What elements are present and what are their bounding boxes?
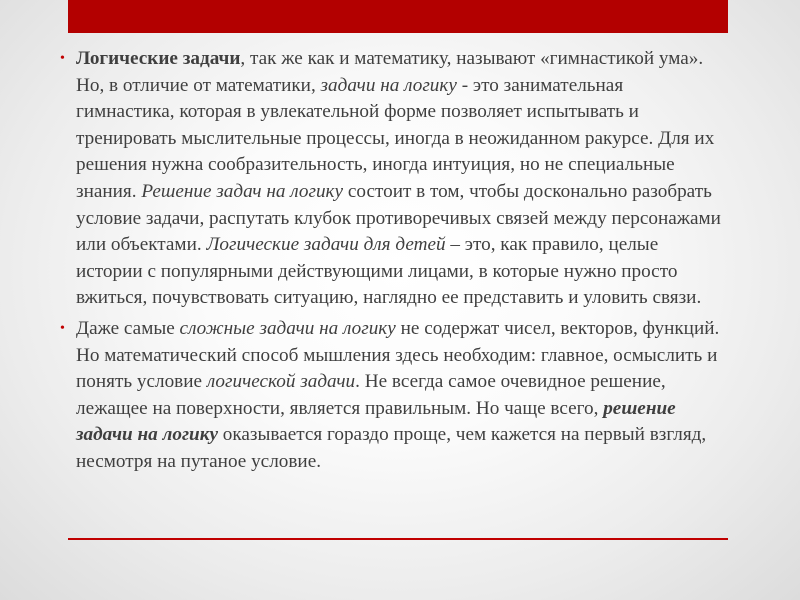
bottom-divider: [68, 538, 728, 540]
paragraph-text: [76, 316, 723, 476]
text-segment: Логические задачи для детей: [206, 234, 446, 256]
bullet-icon: •: [60, 51, 65, 66]
text-segment: оказывается гораздо проще, чем кажется на первый взгляд, несмотря на путаное условие.: [76, 424, 707, 472]
text-segment: . Не всегда самое очевидное решение, лежащее на поверхности, является правильным. Но чаще всего,: [76, 371, 666, 419]
bullet-icon: •: [60, 320, 65, 336]
text-segment: сложные задачи на логику: [179, 317, 396, 339]
text-segment: - это занимательная гимнастика, которая в увлекательной форме позволяет испытывать и тренировать мыслительные процессы, иногда в неожиданном ракурсе. Для их решения нужна сообразительность, иногда интуиция, но не специальные знания.: [76, 74, 715, 202]
slide-body: [58, 46, 723, 480]
text-segment: Решение задач на логику: [141, 180, 344, 202]
text-segment: Даже самые: [76, 317, 180, 339]
paragraph-text: [76, 46, 723, 312]
bullet-paragraph-2: [58, 316, 723, 476]
text-segment: не содержат чисел, векторов, функций. Но математический способ мышления здесь необходим: главное, осмыслить и понять условие: [76, 317, 720, 393]
title-bar: [68, 0, 728, 33]
text-segment: – это, как правило, целые истории с популярными действующими лицами, в которые нужно просто вжиться, почувствовать ситуацию, наглядно ее представить и уловить связи.: [76, 234, 702, 309]
text-segment: Логические задачи: [76, 48, 241, 69]
text-segment: решение задачи на логику: [76, 397, 676, 446]
bullet-paragraph-1: [58, 46, 723, 312]
text-segment: задачи на логику: [320, 74, 457, 96]
text-segment: логической задачи: [206, 371, 356, 393]
text-segment: состоит в том, чтобы досконально разобрать условие задачи, распутать клубок противоречивых связей между персонажами или объектами.: [76, 180, 721, 256]
text-segment: , так же как и математику, называют «гимнастикой ума». Но, в отличие от математики,: [76, 48, 704, 96]
